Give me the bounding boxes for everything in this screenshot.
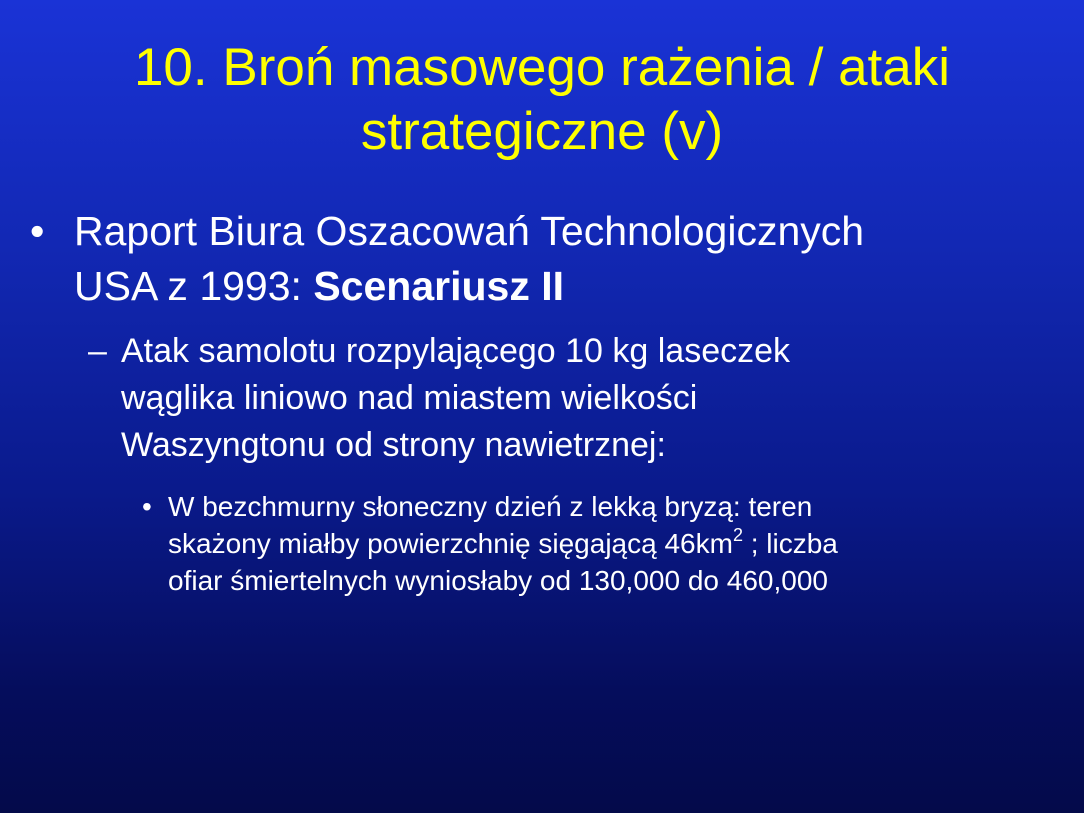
bullet-dot-icon: • <box>30 208 45 254</box>
bullet-2-line-2: wąglika liniowo nad miastem wielkości <box>121 379 698 417</box>
bullet-3-line-1: W bezchmurny słoneczny dzień z lekką bryzą: teren <box>168 491 813 522</box>
bullet-1-line-2-prefix: USA z 1993: <box>74 263 314 309</box>
bullet-dot-icon: • <box>142 491 152 522</box>
dash-icon: – <box>88 332 107 370</box>
slide-title <box>40 36 1044 164</box>
bullet-3-line-3: ofiar śmiertelnych wyniosłaby od 130,000 do 460,000 <box>168 565 828 596</box>
superscript-2: 2 <box>732 525 743 545</box>
bullet-3-line-2 <box>168 525 1048 562</box>
bullet-1-line-2 <box>74 259 1064 314</box>
bullet-level-2-text <box>121 328 1041 469</box>
bullet-2-line-1: Atak samolotu rozpylającego 10 kg laseczek <box>121 332 791 370</box>
title-line-1: 10. Broń masowego rażenia / ataki <box>133 38 951 97</box>
bullet-level-3-text <box>168 488 1048 599</box>
bullet-2-line-3: Waszyngtonu od strony nawietrznej: <box>121 426 666 464</box>
bullet-level-1-text <box>74 204 1064 314</box>
bullet-3-line-2-prefix: skażony miałby powierzchnię sięgającą 46km <box>168 528 733 559</box>
title-line-2: strategiczne (v) <box>360 102 724 161</box>
bullet-1-line-1: Raport Biura Oszacowań Technologicznych <box>74 208 865 254</box>
bullet-1-line-2-bold: Scenariusz II <box>313 263 564 309</box>
bullet-3-line-2-suffix: ; liczba <box>742 528 838 559</box>
